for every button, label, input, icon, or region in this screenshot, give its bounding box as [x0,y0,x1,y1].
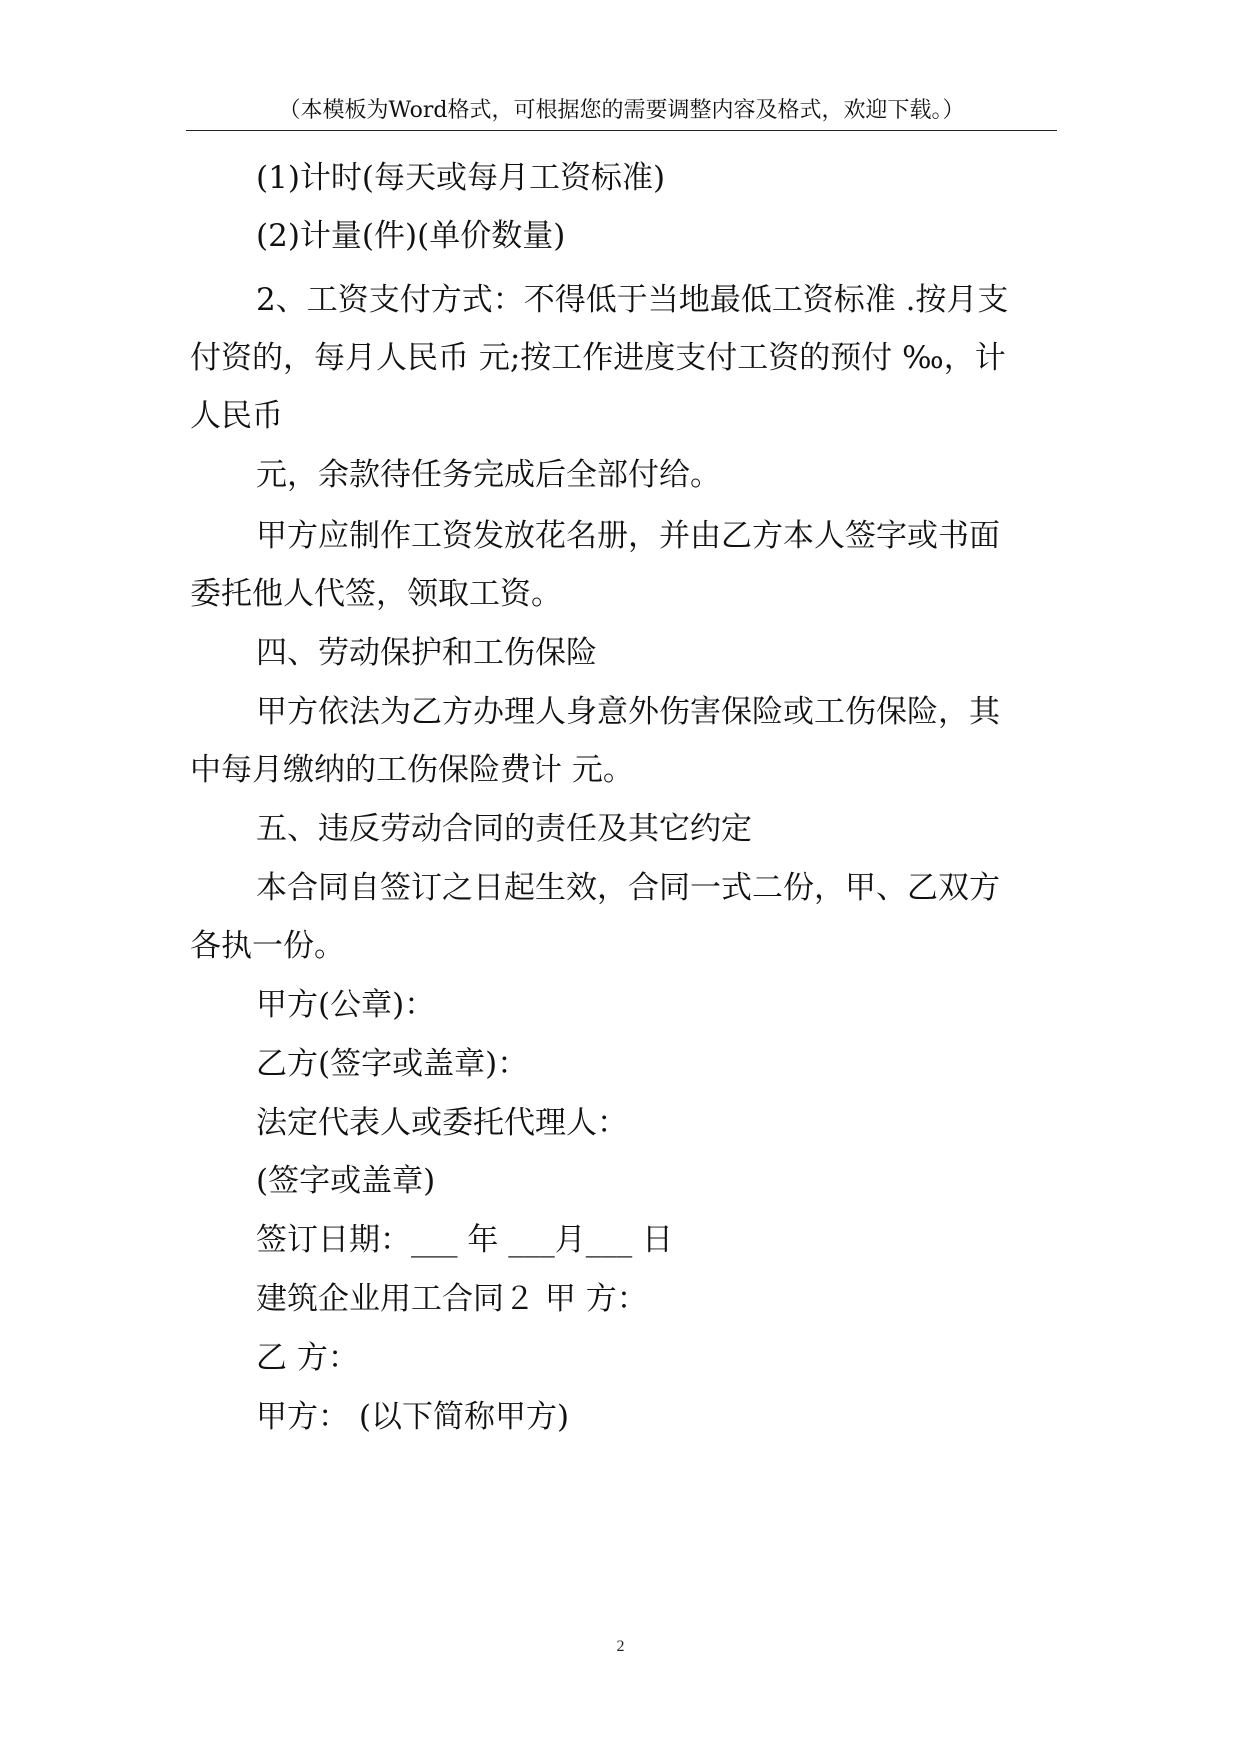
section-heading-labor-protection: 四、劳动保护和工伤保险 [256,635,597,671]
template-header-note: （本模板为Word格式，可根据您的需要调整内容及格式，欢迎下载。） [278,98,965,123]
signature-party-a: 甲方(公章)： [256,987,436,1023]
signature-seal-note: (签字或盖章) [256,1163,436,1199]
signature-party-b: 乙方(签字或盖章)： [256,1046,529,1082]
contract-title-2: 建筑企业用工合同２ 甲 方： [256,1281,648,1317]
paragraph-line-payroll-register: 甲方应制作工资发放花名册，并由乙方本人签字或书面 [256,518,1000,554]
party-a-abbreviation: 甲方： (以下简称甲方) [256,1399,570,1435]
paragraph-line-hourly: (1)计时(每天或每月工资标准) [256,160,666,196]
paragraph-line-insurance-fee: 中每月缴纳的工伤保险费计 元。 [190,752,634,788]
section-heading-breach: 五、违反劳动合同的责任及其它约定 [256,811,752,847]
paragraph-line-piecework: (2)计量(件)(单价数量) [256,218,566,254]
paragraph-line-copies: 各执一份。 [190,928,345,964]
header-divider [186,130,1057,131]
signature-representative: 法定代表人或委托代理人： [256,1105,628,1141]
paragraph-line-proxy-sign: 委托他人代签，领取工资。 [190,576,562,612]
page-number: 2 [616,1638,625,1655]
paragraph-line-insurance: 甲方依法为乙方办理人身意外伤害保险或工伤保险，其 [256,694,1000,730]
paragraph-line-payment-detail: 付资的，每月人民币 元;按工作进度支付工资的预付 ‰，计 [190,340,1006,376]
paragraph-line-rmb: 人民币 [190,398,283,434]
party-b-label: 乙 方： [256,1340,359,1376]
signing-date: 签订日期：___ 年 ___月___ 日 [256,1222,674,1258]
paragraph-line-effective: 本合同自签订之日起生效，合同一式二份，甲、乙双方 [256,870,1000,906]
paragraph-line-balance: 元，余款待任务完成后全部付给。 [256,457,721,493]
paragraph-line-payment-method: 2、工资支付方式：不得低于当地最低工资标准 .按月支 [256,282,1009,318]
